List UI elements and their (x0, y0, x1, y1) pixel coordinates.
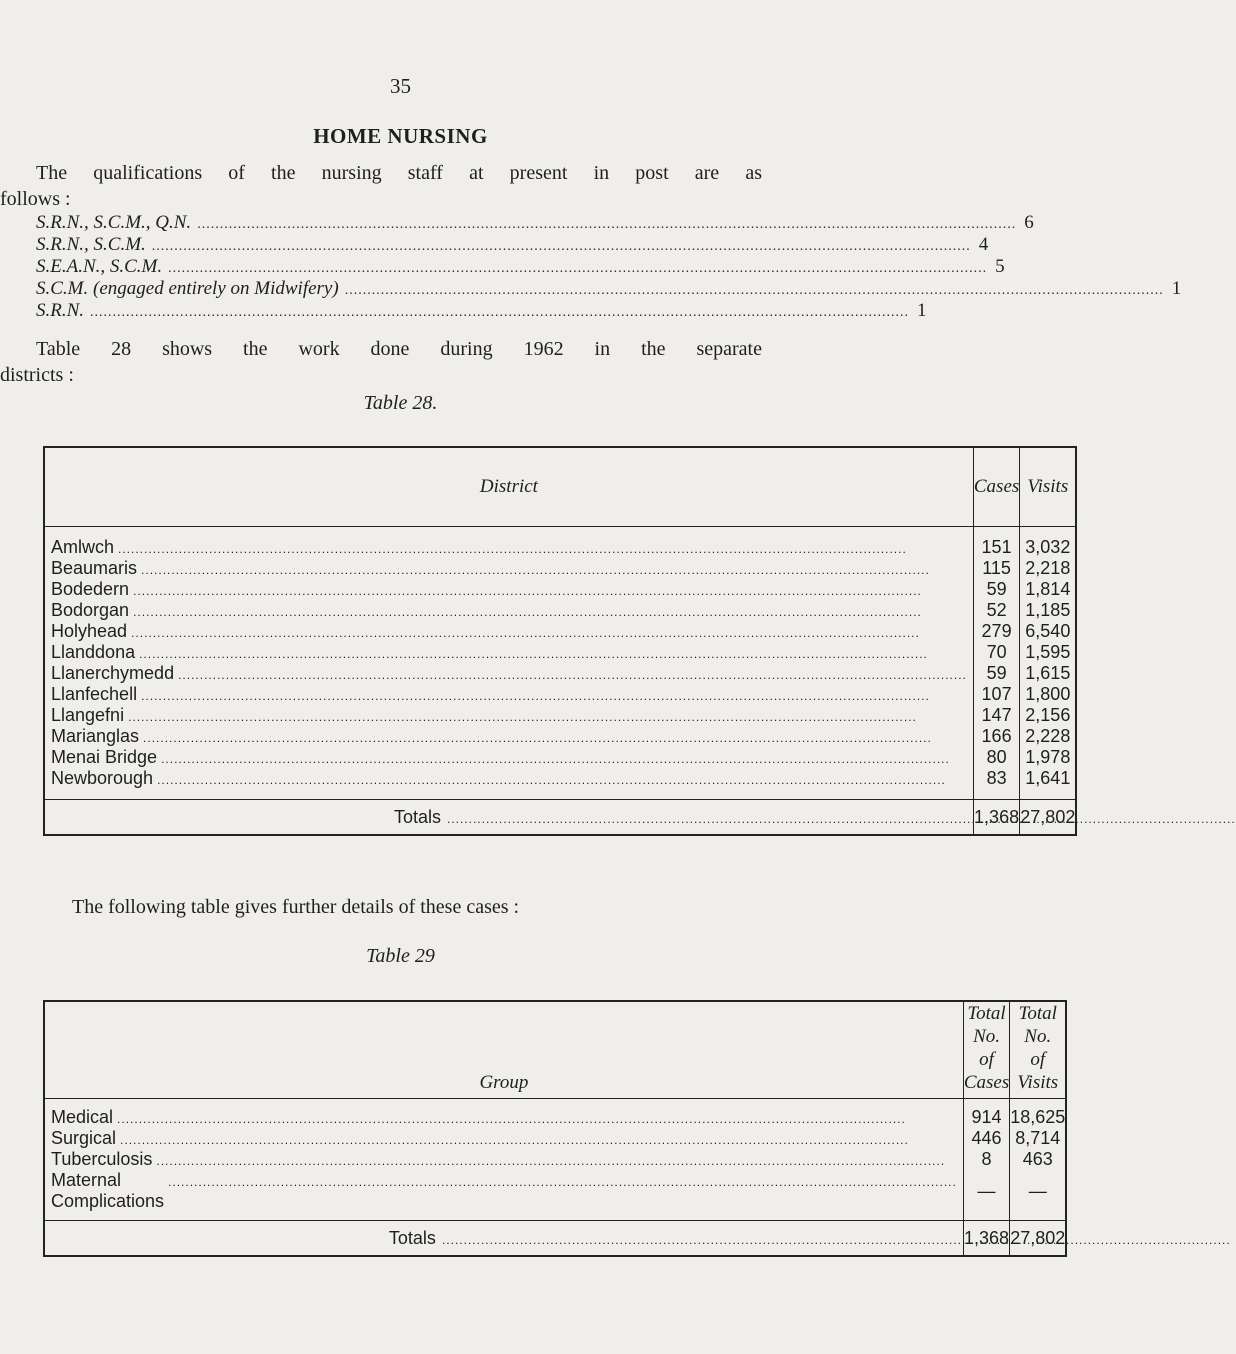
row-label: Llanddona ..... (44, 642, 973, 663)
leader-dots (152, 239, 971, 255)
row-visits: 1,978 (1020, 747, 1077, 768)
qualification-row (36, 234, 989, 256)
row-label: Llangefni ..... (44, 705, 973, 726)
table-row (44, 527, 1076, 559)
leader-dots (345, 283, 1164, 299)
table29-intro-paragraph: The following table gives further details of these cases : (72, 896, 520, 918)
row-cases: 59 (973, 579, 1019, 600)
qualification-row (36, 256, 1005, 278)
header-district: District (44, 447, 973, 527)
row-cases: — (963, 1170, 1009, 1221)
row-label: Newborough ..... (44, 768, 973, 800)
table-row (44, 663, 1076, 684)
qualification-label: S.C.M. (engaged entirely on Midwifery) (36, 278, 339, 299)
row-visits: 1,185 (1020, 600, 1077, 621)
row-visits: 2,156 (1020, 705, 1077, 726)
row-cases: 80 (973, 747, 1019, 768)
qualification-label: S.R.N., S.C.M. (36, 234, 146, 255)
header-total-visits: Total No. of Visits (1010, 1001, 1067, 1099)
row-label: Tuberculosis ..... (44, 1149, 963, 1170)
row-cases: 59 (973, 663, 1019, 684)
row-visits: — (1010, 1170, 1067, 1221)
qualification-count: 4 (978, 234, 989, 255)
table-row (44, 768, 1076, 800)
table28 (43, 446, 1077, 836)
table28-intro-paragraph: Table 28 shows the work done during 1962 in the separate districts : (0, 338, 762, 386)
row-label: Medical ..... (44, 1099, 963, 1129)
row-cases: 107 (973, 684, 1019, 705)
row-label: Marianglas ..... (44, 726, 973, 747)
totals-label: Totals ..... (44, 800, 973, 836)
qualification-label: S.E.A.N., S.C.M. (36, 256, 163, 277)
qualification-label: S.R.N. (36, 300, 85, 321)
row-label: Bodedern ..... (44, 579, 973, 600)
row-visits: 3,032 (1020, 527, 1077, 559)
qualification-row (36, 278, 1182, 300)
table-row (44, 621, 1076, 642)
qualification-label: S.R.N., S.C.M., Q.N. (36, 212, 192, 233)
leader-dots (168, 261, 987, 277)
leader-dots (90, 305, 909, 321)
row-cases: 166 (973, 726, 1019, 747)
header-group: Group (44, 1001, 963, 1099)
qualification-count: 1 (917, 300, 927, 321)
row-cases: 147 (973, 705, 1019, 726)
row-cases: 914 (963, 1099, 1009, 1129)
header-visits: Visits (1020, 447, 1077, 527)
row-visits: 2,218 (1020, 558, 1077, 579)
header-cases: Cases (973, 447, 1019, 527)
row-visits: 18,625 (1010, 1099, 1067, 1129)
qualification-row (36, 300, 927, 322)
row-label: Menai Bridge ..... (44, 747, 973, 768)
row-label: Holyhead ..... (44, 621, 973, 642)
table-row (44, 1099, 1066, 1129)
table28-caption: Table 28. (363, 392, 438, 414)
qualification-count: 1 (1171, 278, 1182, 299)
row-visits: 1,641 (1020, 768, 1077, 800)
page-number: 35 (390, 74, 411, 98)
row-label: Surgical ..... (44, 1128, 963, 1149)
table-row (44, 747, 1076, 768)
table28-header-row (44, 447, 1076, 527)
totals-cases: 1,368 (973, 800, 1019, 836)
qualification-count: 5 (995, 256, 1005, 277)
row-label: Amlwch ..... (44, 527, 973, 559)
row-cases: 70 (973, 642, 1019, 663)
table-row (44, 579, 1076, 600)
leader-dots (197, 217, 1016, 233)
table-row (44, 558, 1076, 579)
row-visits: 1,595 (1020, 642, 1077, 663)
row-visits: 1,814 (1020, 579, 1077, 600)
section-heading: HOME NURSING (313, 124, 488, 148)
table-row (44, 600, 1076, 621)
row-cases: 52 (973, 600, 1019, 621)
qualification-row (36, 212, 1034, 234)
table29-totals-row (44, 1221, 1066, 1257)
table-row (44, 705, 1076, 726)
row-cases: 8 (963, 1149, 1009, 1170)
row-cases: 115 (973, 558, 1019, 579)
row-label: Llanerchymedd ..... (44, 663, 973, 684)
row-visits: 8,714 (1010, 1128, 1067, 1149)
row-cases: 446 (963, 1128, 1009, 1149)
table29-caption: Table 29 (366, 945, 435, 967)
row-visits: 6,540 (1020, 621, 1077, 642)
row-label: Bodorgan ..... (44, 600, 973, 621)
qualifications-list (36, 212, 1182, 322)
intro-paragraph: The qualifications of the nursing staff at present in post are as follows : (0, 162, 762, 210)
row-label: Maternal Complications ..... (44, 1170, 963, 1221)
table-row (44, 726, 1076, 747)
table29 (43, 1000, 1067, 1257)
qualification-count: 6 (1024, 212, 1034, 233)
row-cases: 83 (973, 768, 1019, 800)
table-row (44, 642, 1076, 663)
table-row (44, 1170, 1066, 1221)
totals-label: Totals ..... (44, 1221, 963, 1257)
totals-cases: 1,368 (963, 1221, 1009, 1257)
totals-visits: 27,802 (1020, 800, 1077, 836)
table-row (44, 684, 1076, 705)
row-visits: 463 (1010, 1149, 1067, 1170)
row-visits: 1,800 (1020, 684, 1077, 705)
header-total-cases: Total No. of Cases (963, 1001, 1009, 1099)
row-label: Llanfechell ..... (44, 684, 973, 705)
table29-header-row (44, 1001, 1066, 1099)
row-label: Beaumaris ..... (44, 558, 973, 579)
row-visits: 1,615 (1020, 663, 1077, 684)
table-row (44, 1128, 1066, 1149)
row-visits: 2,228 (1020, 726, 1077, 747)
row-cases: 151 (973, 527, 1019, 559)
row-cases: 279 (973, 621, 1019, 642)
totals-visits: 27,802 (1010, 1221, 1067, 1257)
table28-totals-row (44, 800, 1076, 836)
table-row (44, 1149, 1066, 1170)
